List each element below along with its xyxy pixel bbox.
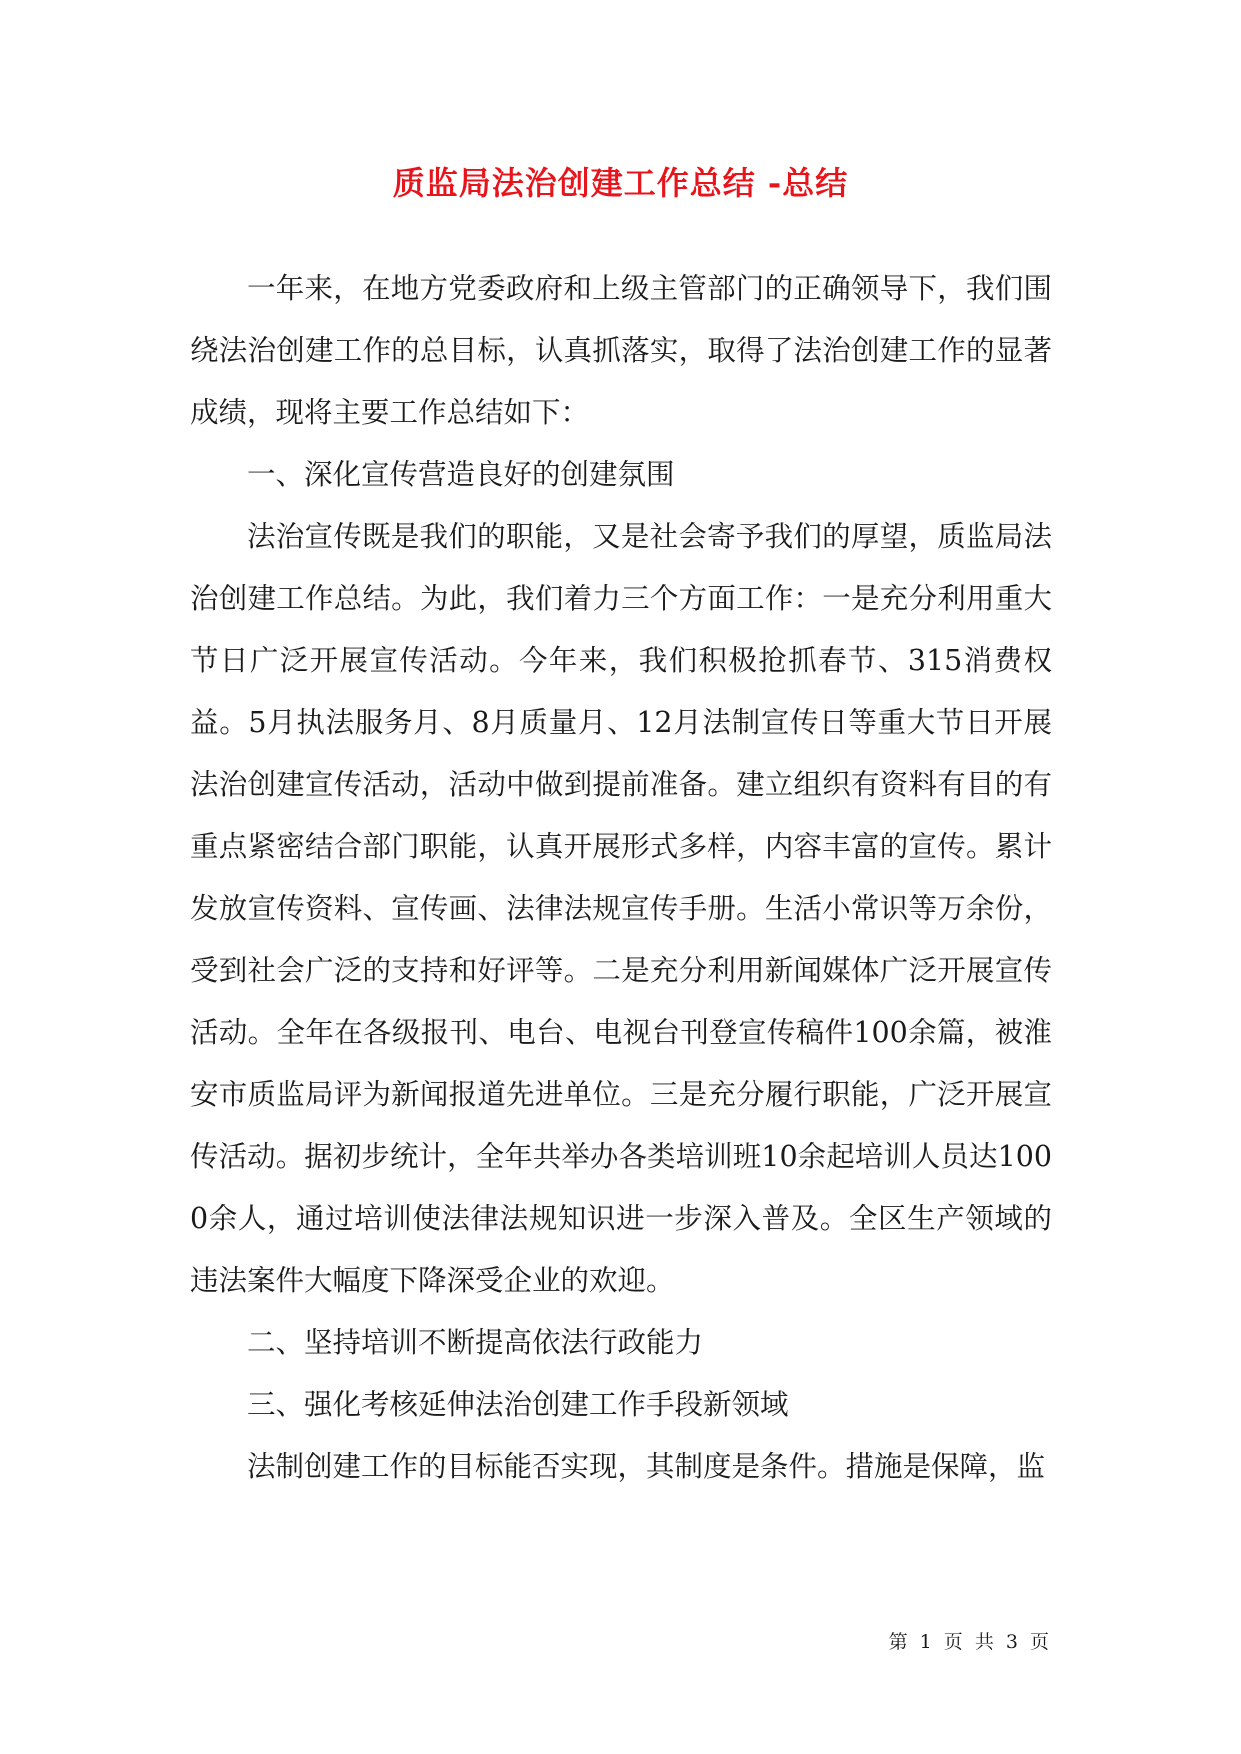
section-heading-3: 三、强化考核延伸法治创建工作手段新领域: [247, 1388, 789, 1421]
intro-paragraph: 一年来，在地方党委政府和上级主管部门的正确领导下，我们围绕法治创建工作的总目标，认真抓落实，取得了法治创建工作的显著成绩，现将主要工作总结如下：: [190, 272, 1052, 429]
document-title: 质监局法治创建工作总结 -总结: [392, 164, 849, 202]
document-body: [190, 258, 1052, 1498]
page-number-footer: 第 1 页 共 3 页: [888, 1631, 1049, 1653]
section-heading-2: 二、坚持培训不断提高依法行政能力: [247, 1326, 704, 1359]
section-heading-1: 一、深化宣传营造良好的创建氛围: [247, 458, 675, 491]
section-3-paragraph: 法制创建工作的目标能否实现，其制度是条件。措施是保障，监: [247, 1450, 1046, 1483]
section-1-paragraph: 法治宣传既是我们的职能，又是社会寄予我们的厚望，质监局法治创建工作总结。为此，我们着力三个方面工作：一是充分利用重大节日广泛开展宣传活动。今年来，我们积极抢抓春节、315消费权益。5月执法服务月、8月质量月、12月法制宣传日等重大节日开展法治创建宣传活动，活动中做到提前准备。建立组织有资料有目的有重点紧密结合部门职能，认真开展形式多样，内容丰富的宣传。累计发放宣传资料、宣传画、法律法规宣传手册。生活小常识等万余份，受到社会广泛的支持和好评等。二是充分利用新闻媒体广泛开展宣传活动。全年在各级报刊、电台、电视台刊登宣传稿件100余篇，被淮安市质监局评为新闻报道先进单位。三是充分履行职能，广泛开展宣传活动。据初步统计，全年共举办各类培训班10余起培训人员达1000余人，通过培训使法律法规知识进一步深入普及。全区生产领域的违法案件大幅度下降深受企业的欢迎。: [190, 520, 1052, 1297]
